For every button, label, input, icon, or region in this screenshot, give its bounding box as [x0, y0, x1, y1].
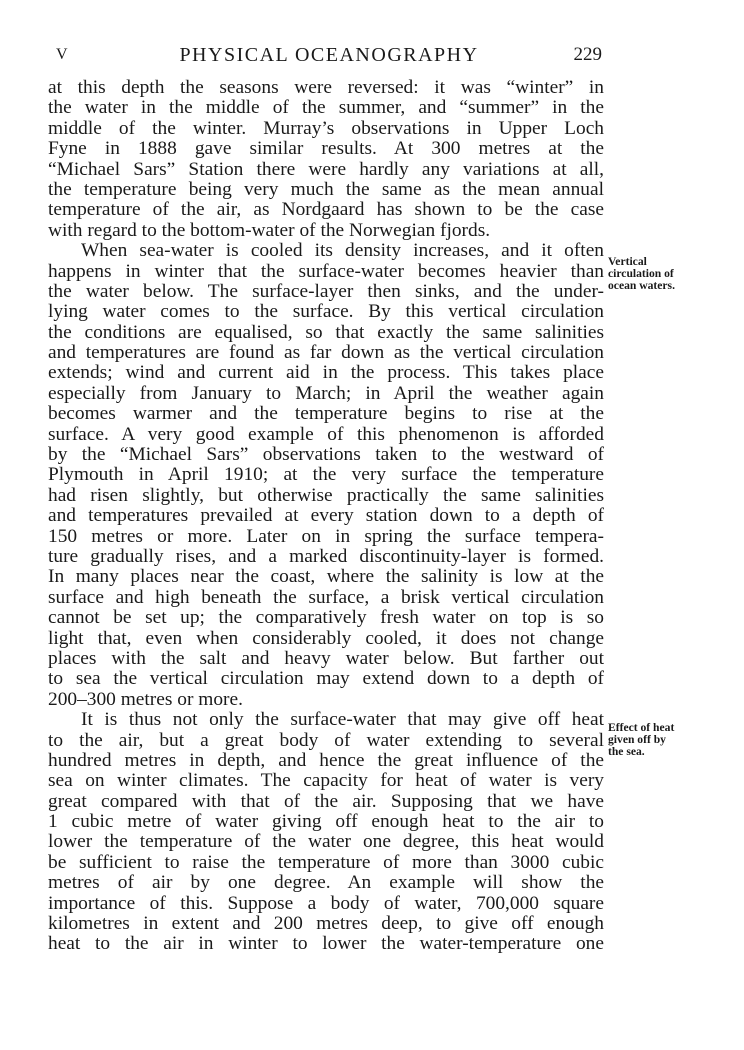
- text-line: the water in the middle of the summer, and “summer” in the: [48, 97, 604, 119]
- text-line: cannot be set up; the comparatively fresh water on top is so: [48, 607, 604, 629]
- sidenote-line: circulation of: [608, 267, 674, 281]
- text-line: “Michael Sars” Station there were hardly any variations at all,: [48, 158, 604, 180]
- text-line: light that, even when considerably cooled, it does not change: [48, 627, 604, 649]
- sidenote-effect-of-heat: [608, 722, 704, 759]
- text-line: 150 metres or more. Later on in spring the surface tempera-: [48, 525, 604, 547]
- text-line: importance of this. Suppose a body of water, 700,000 square: [48, 892, 604, 914]
- text-line: places with the salt and heavy water below. But farther out: [48, 647, 604, 669]
- text-line: lower the temperature of the water one degree, this heat would: [48, 831, 604, 853]
- text-line: 1 cubic metre of water giving off enough heat to the air to: [48, 811, 604, 833]
- text-line: and temperatures are found as far down as the vertical circulation: [48, 342, 604, 364]
- text-line: metres of air by one degree. An example will show the: [48, 872, 604, 894]
- chapter-number: V: [56, 46, 68, 63]
- text-line: at this depth the seasons were reversed: it was “winter” in: [48, 77, 604, 98]
- sidenote-vertical-circulation: [608, 256, 704, 293]
- running-header: [52, 44, 606, 70]
- text-line: middle of the winter. Murray’s observations in Upper Loch: [48, 117, 604, 139]
- text-line: Fyne in 1888 gave similar results. At 300 metres at the: [48, 138, 604, 160]
- sidenote-line: ocean waters.: [608, 279, 675, 293]
- paragraph-first-line: When sea-water is cooled its density increases, and it often: [81, 240, 604, 262]
- text-line: happens in winter that the surface-water becomes heavier than: [48, 260, 604, 282]
- sidenote-line: the sea.: [608, 745, 645, 759]
- text-line: extends; wind and current aid in the process. This takes place: [48, 362, 604, 384]
- text-line: with regard to the bottom-water of the Norwegian fjords.: [48, 219, 491, 241]
- sidenote-line: Vertical: [608, 255, 647, 268]
- text-line: heat to the air in winter to lower the water-temperature one: [48, 933, 604, 955]
- text-line: 200–300 metres or more.: [48, 688, 243, 710]
- page-number: 229: [573, 44, 602, 65]
- body-text: [48, 78, 604, 955]
- text-line: becomes warmer and the temperature begins to rise at the: [48, 403, 604, 425]
- paragraph-first-line: It is thus not only the surface-water that may give off heat: [81, 709, 604, 731]
- text-line: had risen slightly, but otherwise practically the same salinities: [48, 484, 604, 506]
- text-line: sea on winter climates. The capacity for heat of water is very: [48, 770, 604, 792]
- text-line: hundred metres in depth, and hence the great influence of the: [48, 749, 604, 771]
- text-line: surface and high beneath the surface, a brisk vertical circulation: [48, 586, 604, 608]
- text-line: be sufficient to raise the temperature of more than 3000 cubic: [48, 851, 604, 873]
- text-line: to the air, but a great body of water extending to several: [48, 729, 604, 751]
- text-line: ture gradually rises, and a marked discontinuity-layer is formed.: [48, 545, 604, 567]
- text-line: by the “Michael Sars” observations taken to the westward of: [48, 444, 604, 466]
- text-line: the water below. The surface-layer then sinks, and the under-: [48, 280, 604, 302]
- text-line: In many places near the coast, where the salinity is low at the: [48, 566, 604, 588]
- text-line: the conditions are equalised, so that exactly the same salinities: [48, 321, 604, 343]
- text-line: and temperatures prevailed at every station down to a depth of: [48, 505, 604, 527]
- text-line: temperature of the air, as Nordgaard has shown to be the case: [48, 199, 604, 221]
- text-line: surface. A very good example of this phenomenon is afforded: [48, 423, 604, 445]
- sidenote-line: Effect of heat: [608, 721, 675, 734]
- text-line: to sea the vertical circulation may extend down to a depth of: [48, 668, 604, 690]
- running-title: PHYSICAL OCEANOGRAPHY: [179, 44, 479, 66]
- text-line: Plymouth in April 1910; at the very surface the temperature: [48, 464, 604, 486]
- text-line: great compared with that of the air. Supposing that we have: [48, 790, 604, 812]
- text-line: the temperature being very much the same as the mean annual: [48, 178, 604, 200]
- sidenote-line: given off by: [608, 733, 666, 747]
- text-line: especially from January to March; in April the weather again: [48, 382, 604, 404]
- text-line: kilometres in extent and 200 metres deep, to give off enough: [48, 913, 604, 935]
- text-line: lying water comes to the surface. By this vertical circulation: [48, 301, 604, 323]
